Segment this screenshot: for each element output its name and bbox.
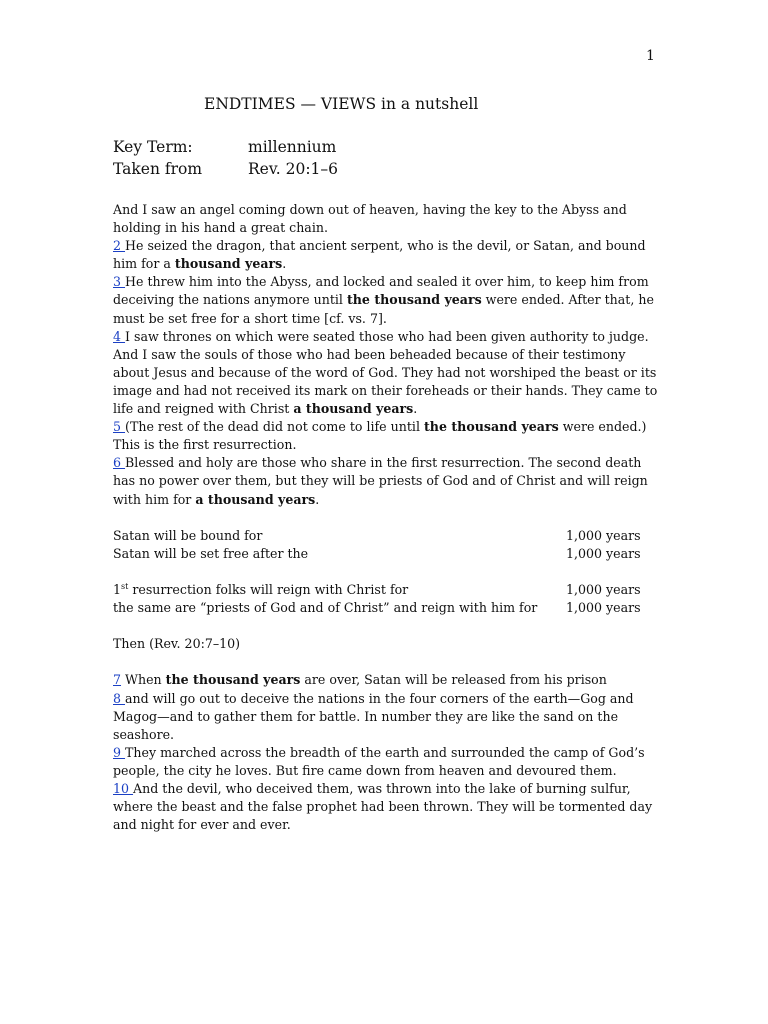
verse-4	[113, 328, 658, 418]
verse-6-bold: a thousand years	[195, 491, 316, 507]
summary-row-label: Satan will be bound for	[113, 527, 263, 543]
summary-row-value: 1,000 years	[566, 581, 641, 597]
verse-3-after: were ended. After that, he must be set free for a short time [cf. vs. 7].	[113, 292, 654, 326]
taken-from-row	[113, 158, 338, 180]
verse-5-bold: the thousand years	[423, 419, 559, 435]
verse-7-before: When	[121, 672, 166, 688]
taken-from-label: Taken from	[113, 160, 203, 178]
verse-1: And I saw an angel coming down out of heaven, having the key to the Abyss and holding in his hand a great chain.	[113, 202, 627, 236]
verse-6	[113, 454, 658, 508]
spacer	[113, 617, 658, 635]
verse-6-text: Blessed and holy are those who share in the first resurrection. The second death has no power over them, but they will be priests of God and of Christ and will reign with him for	[113, 455, 648, 507]
summary-row	[113, 527, 658, 545]
verse-link-3[interactable]: 3	[113, 274, 126, 290]
summary-row-value: 1,000 years	[566, 600, 641, 616]
verse-5-after: were ended.) This is the first resurrection.	[113, 419, 647, 453]
key-terms-block	[113, 136, 338, 180]
summary-row-value: 1,000 years	[566, 545, 641, 561]
verse-9	[113, 744, 658, 780]
verse-link-4[interactable]: 4	[113, 328, 126, 344]
verse-4-after: .	[413, 401, 418, 417]
key-term-value: millennium	[248, 138, 337, 156]
taken-from-value: Rev. 20:1–6	[248, 160, 339, 178]
verse-7-bold: the thousand years	[165, 672, 301, 688]
summary-row-label: Satan will be set free after the	[113, 545, 309, 561]
spacer	[113, 509, 658, 527]
verse-9-text: They marched across the breadth of the earth and surrounded the camp of God’s people, the city he loves. But fire came down from heaven and devoured them.	[113, 744, 645, 778]
verse-2-after: .	[282, 256, 287, 272]
verse-8-text: and will go out to deceive the nations in the four corners of the earth—Gog and Magog—and to gather them for battle. In number they are like the sand on the seashore.	[113, 690, 634, 742]
summary-row-value: 1,000 years	[566, 527, 641, 543]
then-reference: Then (Rev. 20:7–10)	[113, 636, 241, 652]
verse-8	[113, 690, 658, 744]
verse-2-text: He seized the dragon, that ancient serpent, who is the devil, or Satan, and bound him for a	[113, 238, 646, 272]
summary-row-label	[113, 581, 408, 599]
summary-row	[113, 599, 658, 617]
verse-5	[113, 418, 658, 454]
verse-10-text: And the devil, who deceived them, was thrown into the lake of burning sulfur, where the beast and the false prophet had been thrown. They will be tormented day and night for ever and ever.	[113, 781, 653, 833]
summary-row-label-text: resurrection folks will reign with Christ for	[128, 581, 409, 597]
verse-7-after: are over, Satan will be released from his prison	[300, 672, 607, 688]
verse-link-7[interactable]: 7	[113, 672, 122, 688]
verse-link-8[interactable]: 8	[113, 690, 126, 706]
verse-3-text: He threw him into the Abyss, and locked and sealed it over him, to keep him from deceiving the nations anymore until	[113, 274, 649, 308]
document-body	[113, 201, 658, 834]
verse-2	[113, 237, 658, 273]
ordinal-suffix: st	[121, 581, 129, 591]
verse-4-text: I saw thrones on which were seated those who had been given authority to judge. And I saw the souls of those who had been beheaded because of their testimony about Jesus and because of the word of God. They had not worshiped the beast or its image and had not received its mark on their foreheads or their hands. They came to life and reigned with Christ	[113, 328, 658, 417]
verse-6-after: .	[315, 491, 320, 507]
verse-3-bold: the thousand years	[346, 292, 482, 308]
verse-5-text: (The rest of the dead did not come to life until	[125, 419, 424, 435]
document-title: ENDTIMES — VIEWS in a nutshell	[204, 95, 479, 113]
summary-row	[113, 545, 658, 563]
page-number: 1	[646, 48, 655, 64]
verse-link-9[interactable]: 9	[113, 744, 126, 760]
verse-link-10[interactable]: 10	[113, 781, 134, 796]
spacer	[113, 653, 658, 671]
verse-10	[113, 780, 658, 834]
ordinal-number: 1	[113, 581, 122, 597]
key-term-label: Key Term:	[113, 138, 193, 156]
verse-link-5[interactable]: 5	[113, 419, 126, 435]
verse-7	[113, 671, 658, 689]
summary-row	[113, 581, 658, 599]
key-term-row	[113, 136, 338, 158]
spacer	[113, 563, 658, 581]
verse-4-bold: a thousand years	[293, 401, 414, 417]
verse-3	[113, 273, 658, 327]
verse-link-2[interactable]: 2	[113, 238, 126, 254]
verse-link-6[interactable]: 6	[113, 455, 126, 471]
verse-2-bold: thousand years	[174, 256, 283, 272]
summary-row-label: the same are “priests of God and of Christ” and reign with him for	[113, 600, 538, 616]
